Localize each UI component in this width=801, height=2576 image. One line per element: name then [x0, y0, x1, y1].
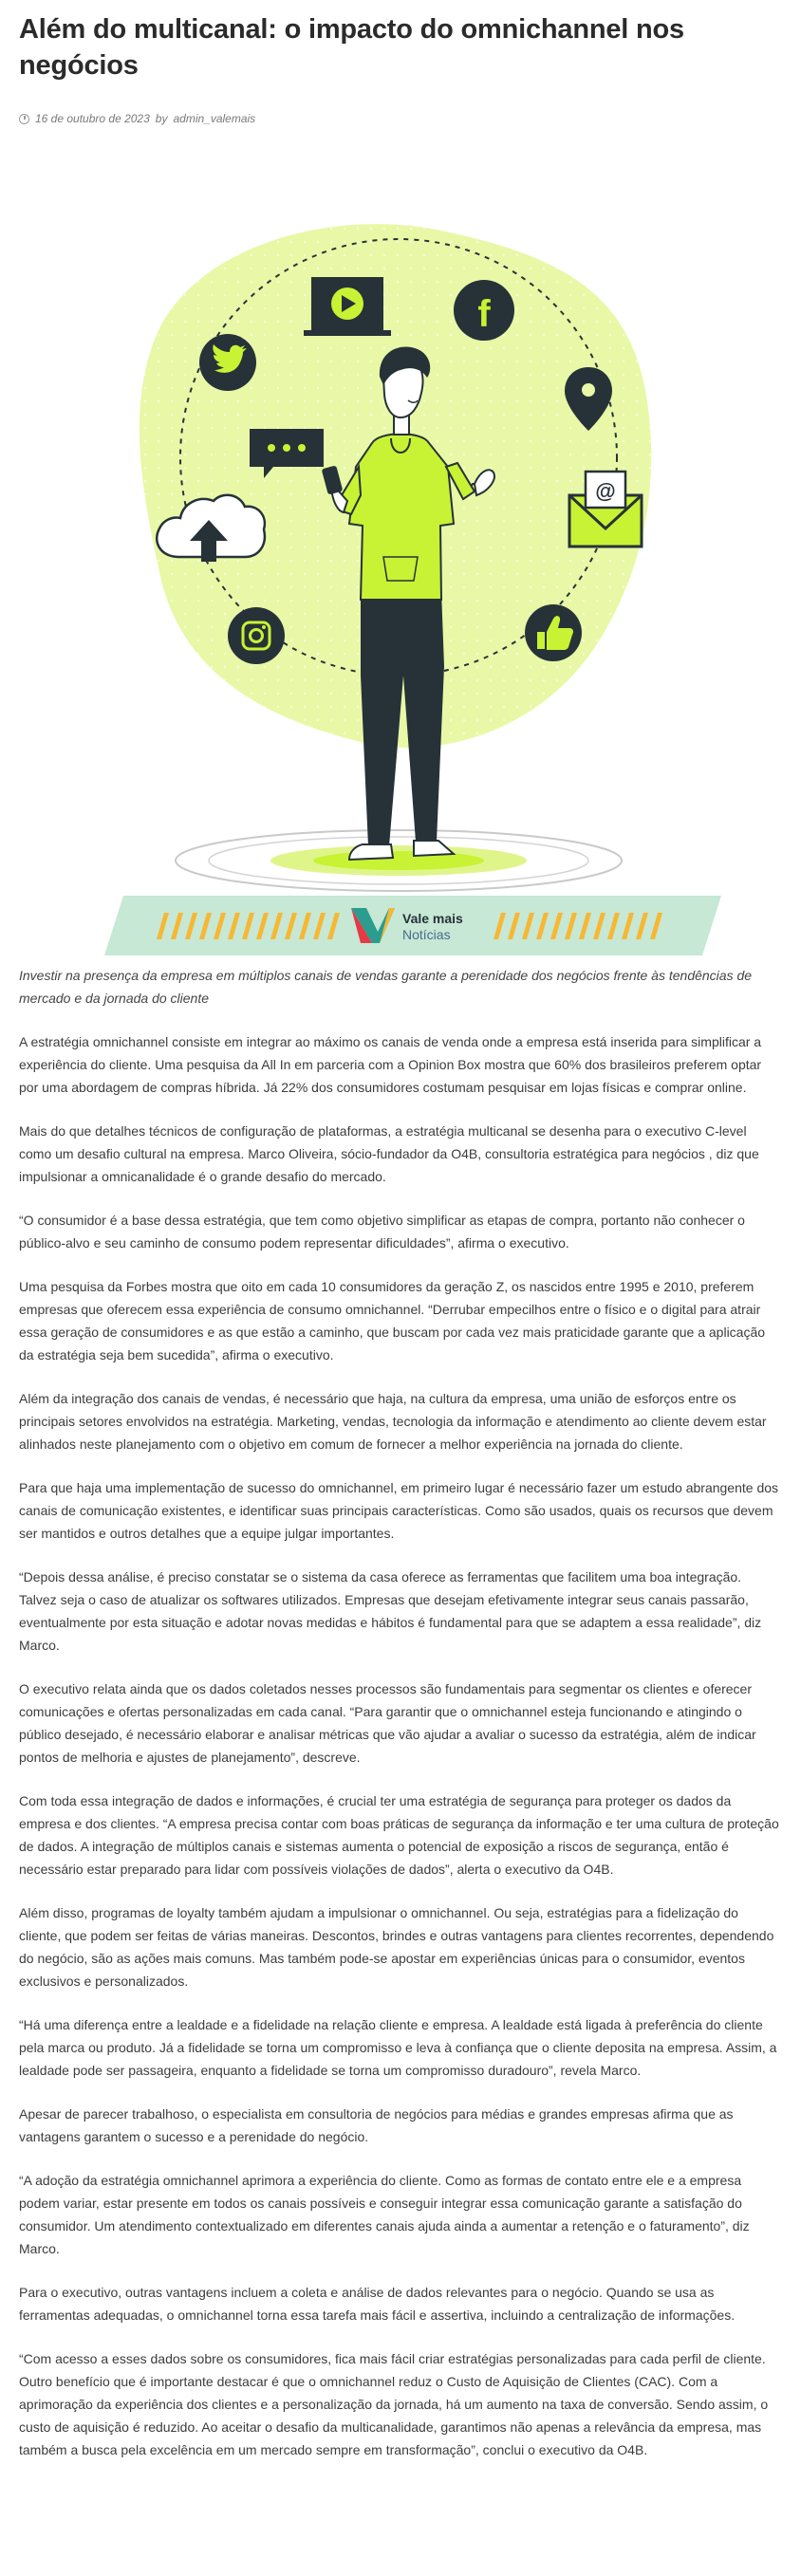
featured-image [19, 182, 778, 960]
post-by: by [155, 112, 168, 125]
article-paragraph: A estratégia omnichannel consiste em integrar ao máximo os canais de venda onde a empresa está inserida para simplificar a experiência do cliente. Uma pesquisa da All In em parceria com a Opinion Box mostra que 60% dos brasileiros preferem optar por uma abordagem de compras híbrida. Já 22% dos consumidores costumam pesquisar em lojas físicas e comprar online. [19, 1034, 762, 1095]
post-date[interactable]: 16 de outubro de 2023 [35, 112, 150, 125]
article-paragraph: “Depois dessa análise, é preciso constatar se o sistema da casa oferece as ferramentas que facilitem uma boa integração. Talvez seja o caso de atualizar os softwares utilizados. Empresas que desejam efetivamente integrar seus canais passarão, eventualmente por esta situação e adotar novas medidas e hábitos é fundamental para que se adaptem a essa realidade”, diz Marco. [19, 1569, 762, 1653]
logo-line1: Vale mais [402, 911, 463, 926]
ground-platform [176, 830, 622, 891]
clock-icon [19, 114, 29, 124]
instagram-icon [228, 607, 285, 664]
post-author[interactable]: admin_valemais [173, 112, 256, 125]
logo-line2: Notícias [402, 927, 451, 942]
article-paragraph: “A adoção da estratégia omnichannel aprimora a experiência do cliente. Como as formas de contato entre ele e a empresa podem variar, estar presente em todos os canais possíveis e conseguir integrar essa comunicação garante a satisfação do consumidor. Um atendimento contextualizado em diferentes canais ajuda ainda a aumentar a retenção e o faturamento”, diz Marco. [19, 2173, 750, 2256]
svg-text:@: @ [595, 479, 616, 503]
page-title: Além do multicanal: o impacto do omnichannel nos negócios [19, 14, 684, 81]
vale-mais-logo [351, 908, 463, 943]
article-paragraph: O executivo relata ainda que os dados coletados nesses processos são fundamentais para segmentar os clientes e oferecer comunicações e ofertas personalizadas em cada canal. “Para garantir que o omnichannel esteja funcionando e atingindo o público desejado, é necessário elaborar e analisar métricas que vão ajudar a avaliar o sucesso da estratégia, além de indicar pontos de melhoria e ajustes de planejamento”, descreve. [19, 1681, 756, 1765]
facebook-icon [454, 280, 514, 341]
article-paragraph: Apesar de parecer trabalhoso, o especialista em consultoria de negócios para médias e grandes empresas afirma que as vantagens garantem o sucesso e a perenidade do negócio. [19, 2106, 734, 2144]
post-meta [19, 112, 782, 125]
twitter-icon [199, 334, 256, 391]
svg-text:f: f [477, 293, 491, 335]
video-play-icon [304, 277, 391, 336]
article-paragraph: Além da integração dos canais de vendas, é necessário que haja, na cultura da empresa, uma união de esforços entre os principais setores envolvidos na estratégia. Marketing, vendas, tecnologia da informação e atendimento ao cliente devem estar alinhados neste planejamento com o objetivo em comum de fornecer a melhor experiência na jornada do cliente. [19, 1391, 767, 1452]
article-paragraph: “O consumidor é a base dessa estratégia, que tem como objetivo simplificar as etapas de compra, portanto não conhecer o público-alvo e seu caminho de consumo podem representar dificuldades”, afirma o executivo. [19, 1213, 745, 1251]
omnichannel-illustration [19, 182, 778, 960]
thumbs-up-icon [525, 604, 582, 661]
article-paragraph: Uma pesquisa da Forbes mostra que oito em cada 10 consumidores da geração Z, os nascidos entre 1995 e 2010, preferem empresas que oferecem essa experiência de consumo omnichannel. “Derrubar empecilhos entre o físico e o digital para atrair essa geração de consumidores e as que estão a caminho, que buscam por cada vez mais praticidade garante que a aplicação da estratégia seja bem sucedida”, afirma o executivo. [19, 1279, 766, 1362]
article-paragraph: Mais do que detalhes técnicos de configuração de plataformas, a estratégia multicanal se desenha para o executivo C-level como um desafio cultural na empresa. Marco Oliveira, sócio-fundador da O4B, consultoria estratégica para negócios , diz que impulsionar a omnicanalidade é o grande desafio do mercado. [19, 1123, 759, 1184]
article-paragraph: Além disso, programas de loyalty também ajudam a impulsionar o omnichannel. Ou seja, estratégias para a fidelização do cliente, que podem ser feitas de várias maneiras. Descontos, brindes e outras vantagens para clientes recorrentes, dependendo do negócio, são as ações mais comuns. Mas também pode-se apostar em experiências únicas para o consumidor, eventos exclusivos e personalizados. [19, 1905, 774, 1989]
image-caption: Investir na presença da empresa em múltiplos canais de vendas garante a perenidade dos negócios frente às tendências de mercado e da jornada do cliente [19, 968, 753, 1006]
article-paragraph: “Com acesso a esses dados sobre os consumidores, fica mais fácil criar estratégias personalizadas para cada perfil de cliente. Outro benefício que é importante destacar é que o omnichannel reduz o Custo de Aquisição de Clientes (CAC). Com a aprimoração da experiência dos clientes e a personalização da jornada, há um aumento na taxa de conversão. Sendo assim, o custo de aquisição é reduzido. Ao aceitar o desafio da multicanalidade, garantimos não apenas a relevância da empresa, mas também a busca pela excelência em um mercado sempre em transformação”, conclui o executivo da O4B. [19, 2351, 769, 2457]
article-paragraph: “Há uma diferença entre a lealdade e a fidelidade na relação cliente e empresa. A lealdade está ligada à preferência do cliente pela marca ou produto. Já a fidelidade se torna um compromisso e leva à confiança que o cliente deposita na empresa. Assim, a lealdade pode ser passageira, enquanto a fidelidade se torna um compromisso duradouro”, revela Marco. [19, 2017, 777, 2078]
article-paragraph: Com toda essa integração de dados e informações, é crucial ter uma estratégia de segurança para proteger os dados da empresa e dos clientes. “A empresa precisa contar com boas práticas de segurança da informação e ter uma cultura de proteção de dados. A integração de múltiplos canais e sistemas aumenta o potencial de exposição a riscos de segurança, então é necessário estar preparado para lidar com possíveis violações de dados”, alerta o executivo da O4B. [19, 1793, 779, 1877]
article-paragraph: Para que haja uma implementação de sucesso do omnichannel, em primeiro lugar é necessário fazer um estudo abrangente dos canais de comunicação existentes, e identificar suas principais características. Como são usados, quais os recursos que devem ser mantidos e outros detalhes que a equipe julgar importantes. [19, 1480, 779, 1541]
article-paragraph: Para o executivo, outras vantagens incluem a coleta e análise de dados relevantes para o negócio. Quando se usa as ferramentas adequadas, o omnichannel torna essa tarefa mais fácil e assertiva, incluindo a centralização de informações. [19, 2285, 736, 2323]
article-body [19, 1030, 782, 2461]
brand-banner [104, 896, 721, 955]
article [0, 11, 801, 2461]
